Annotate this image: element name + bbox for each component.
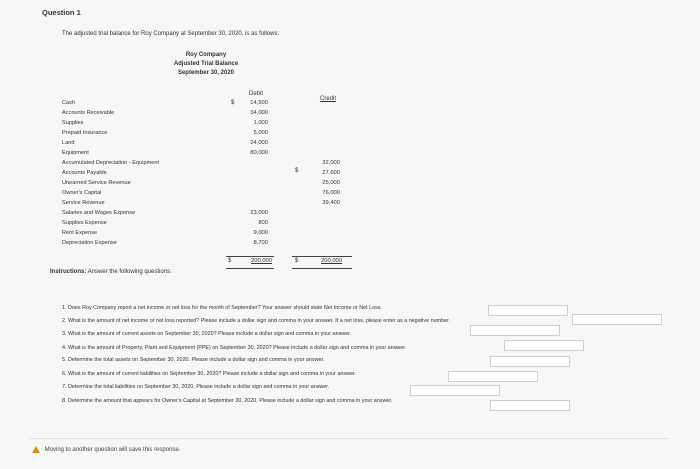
- debit-header: Debit: [248, 91, 263, 97]
- debit-amount: 23,000: [250, 210, 268, 216]
- company-name: Roy Company: [185, 52, 227, 58]
- account-name: Owner's Capital: [62, 190, 102, 196]
- answer-6-input[interactable]: [448, 371, 538, 382]
- debit-amount: 34,000: [250, 110, 268, 116]
- credit-amount: 25,000: [322, 180, 340, 186]
- footer-divider: [30, 438, 670, 439]
- credit-total: 200,000: [321, 258, 342, 264]
- account-name: Accounts Receivable: [62, 110, 115, 116]
- account-name: Equipment: [62, 150, 89, 156]
- answer-2-input[interactable]: [572, 314, 662, 325]
- debit-amount: 1,000: [253, 120, 268, 126]
- account-name: Unearned Service Revenue: [62, 180, 131, 186]
- answer-1-input[interactable]: [488, 305, 568, 316]
- debit-amount: 80,000: [250, 150, 268, 156]
- debit-total: 200,000: [251, 258, 272, 264]
- question-intro: The adjusted trial balance for Roy Company at September 30, 2020, is as follows:: [62, 31, 280, 37]
- credit-total-rule: [292, 256, 352, 257]
- account-name: Prepaid Insurance: [62, 130, 108, 136]
- account-name: Depreciation Expense: [62, 240, 117, 246]
- question-1-text: 1. Does Roy Company report a net income or net loss for the month of September? Your answer should state Net Income or Net Loss.: [62, 305, 383, 311]
- account-name: Salaries and Wages Expense: [62, 210, 136, 216]
- question-7-text: 7. Determine the total liabilities on September 30, 2020. Please include a dollar sign and comma in your answer.: [62, 384, 330, 390]
- save-warning-text: Moving to another question will save this response.: [44, 447, 181, 454]
- question-title: Question 1: [42, 8, 81, 17]
- account-name: Land: [62, 140, 75, 146]
- question-6-text: 6. What is the amount of current liabilities on September 30, 2020? Please include a dollar sign and comma in your answer.: [62, 371, 356, 377]
- debit-amount: 14,500: [250, 100, 268, 106]
- answer-3-input[interactable]: [470, 325, 560, 336]
- debit-amount: 800: [258, 220, 268, 226]
- save-warning: [32, 446, 180, 453]
- answer-7-input[interactable]: [410, 385, 500, 396]
- answer-8-input[interactable]: [490, 400, 570, 411]
- debit-amount: 8,700: [253, 240, 268, 246]
- answer-5-input[interactable]: [490, 356, 570, 367]
- account-name: Rent Expense: [62, 230, 98, 236]
- instructions-label: Instructions:: [50, 269, 87, 275]
- debit-dollar-sign: $: [231, 100, 235, 106]
- debit-total-dollar: $: [228, 258, 232, 264]
- question-2-text: 2. What is the amount of net income or net loss reported? Please include a dollar sign and comma in your answer. If a net loss, please enter as a negative number.: [62, 318, 451, 324]
- account-name: Accounts Payable: [62, 170, 107, 176]
- account-name: Supplies: [62, 120, 84, 126]
- question-5-text: 5. Determine the total assets on September 30, 2020. Please include a dollar sign and comma in your answer.: [62, 357, 325, 363]
- question-8-text: 8. Determine the amount that appears for Owner's Capital at September 30, 2020. Please include a dollar sign and comma in your answer.: [62, 398, 393, 404]
- debit-total-rule: [226, 256, 274, 257]
- account-name: Supplies Expense: [62, 220, 107, 226]
- question-3-text: 3. What is the amount of current assets on September 30, 2020? Please include a dollar sign and comma in your answer.: [62, 331, 352, 337]
- debit-amount: 5,000: [253, 130, 268, 136]
- credit-amount: 76,000: [322, 190, 340, 196]
- statement-date: September 30, 2020: [177, 70, 235, 76]
- instructions-text: Answer the following questions:: [87, 269, 172, 275]
- account-name: Cash: [62, 100, 76, 106]
- answer-4-input[interactable]: [504, 340, 584, 351]
- credit-amount: 39,400: [322, 200, 340, 206]
- credit-amount: 27,600: [322, 170, 340, 176]
- debit-amount: 9,000: [253, 230, 268, 236]
- account-name: Accumulated Depreciation - Equipment: [62, 160, 160, 166]
- instructions: [50, 269, 172, 275]
- question-4-text: 4. What is the amount of Property, Plant and Equipment (PPE) on September 30, 2020? Please include a dollar sign and comma in your answer.: [62, 345, 407, 351]
- warning-icon: [32, 446, 40, 453]
- debit-double-rule: [226, 268, 274, 269]
- account-name: Service Revenue: [62, 200, 105, 206]
- credit-header: Credit: [319, 96, 336, 102]
- statement-name: Adjusted Trial Balance: [173, 61, 239, 67]
- credit-dollar-sign: $: [295, 168, 299, 174]
- credit-double-rule: [292, 268, 352, 269]
- debit-amount: 24,000: [250, 140, 268, 146]
- credit-amount: 32,000: [322, 160, 340, 166]
- credit-total-dollar: $: [295, 258, 299, 264]
